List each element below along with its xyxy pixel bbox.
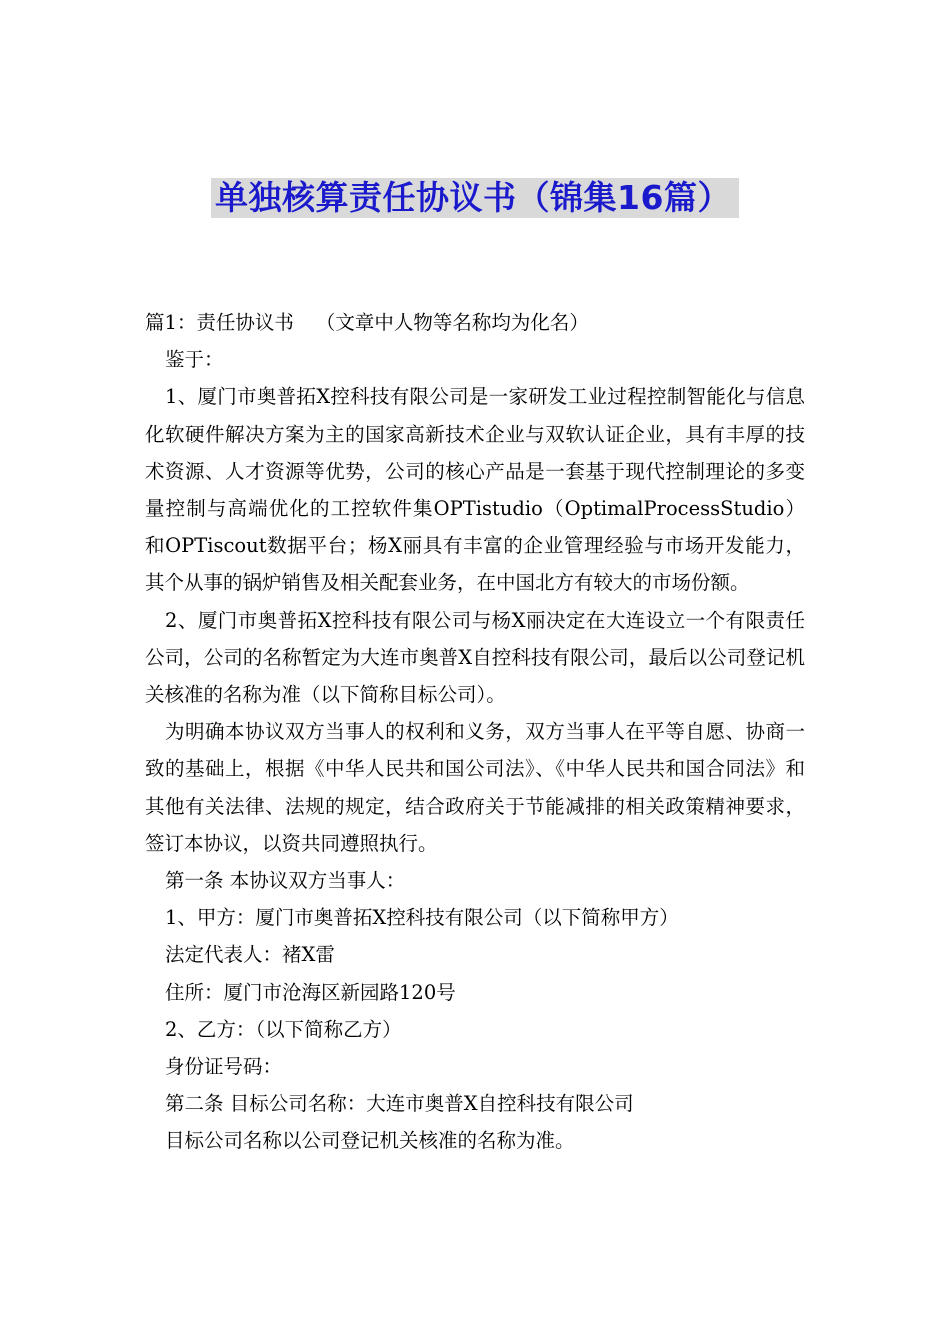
party-a: 1、甲方：厦门市奥普拓X控科技有限公司（以下简称甲方） xyxy=(165,906,679,930)
article-one-heading: 第一条 本协议双方当事人： xyxy=(165,869,406,893)
article-two-heading: 第二条 目标公司名称：大连市奥普X自控科技有限公司 xyxy=(165,1092,634,1116)
section-heading: 篇1：责任协议书 xyxy=(145,311,294,334)
paragraph-establishment: 2、厦门市奥普拓X控科技有限公司与杨X丽决定在大连设立一个有限责任公司，公司的名称暂定为大连市奥普X自控科技有限公司，最后以公司登记机关核准的名称为准（以下简称目标公司）。 xyxy=(145,608,805,707)
party-b-id-number: 身份证号码： xyxy=(165,1055,283,1079)
party-b: 2、乙方：（以下简称乙方） xyxy=(165,1017,402,1041)
paragraph-whereas: 鉴于： xyxy=(165,348,224,372)
section-note: （文章中人物等名称均为化名） xyxy=(315,311,589,334)
article-two-note: 目标公司名称以公司登记机关核准的名称为准。 xyxy=(165,1129,575,1153)
paragraph-company-intro: 1、厦门市奥普拓X控科技有限公司是一家研发工业过程控制智能化与信息化软硬件解决方案为主的国家高新技术企业与双软认证企业，具有丰厚的技术资源、人才资源等优势，公司的核心产品是一套基于现代控制理论的多变量控制与高端优化的工控软件集OPTistudio（OptimalProcessStudio）和OPTiscout数据平台；杨X丽具有丰富的企业管理经验与市场开发能力，其个从事的锅炉销售及相关配套业务，在中国北方有较大的市场份额。 xyxy=(145,385,805,595)
paragraph-purpose: 为明确本协议双方当事人的权利和义务，双方当事人在平等自愿、协商一致的基础上，根据《中华人民共和国公司法》、《中华人民共和国合同法》和其他有关法律、法规的规定，结合政府关于节能减排的相关政策精神要求，签订本协议，以资共同遵照执行。 xyxy=(145,720,805,855)
title-container xyxy=(0,178,950,218)
party-a-address: 住所：厦门市沧海区新园路120号 xyxy=(165,980,456,1004)
document-title: 单独核算责任协议书（锦集16篇） xyxy=(211,178,739,218)
section-heading-line xyxy=(145,304,805,341)
party-a-representative: 法定代表人：褚X雷 xyxy=(165,943,335,967)
document-body xyxy=(145,304,805,1160)
